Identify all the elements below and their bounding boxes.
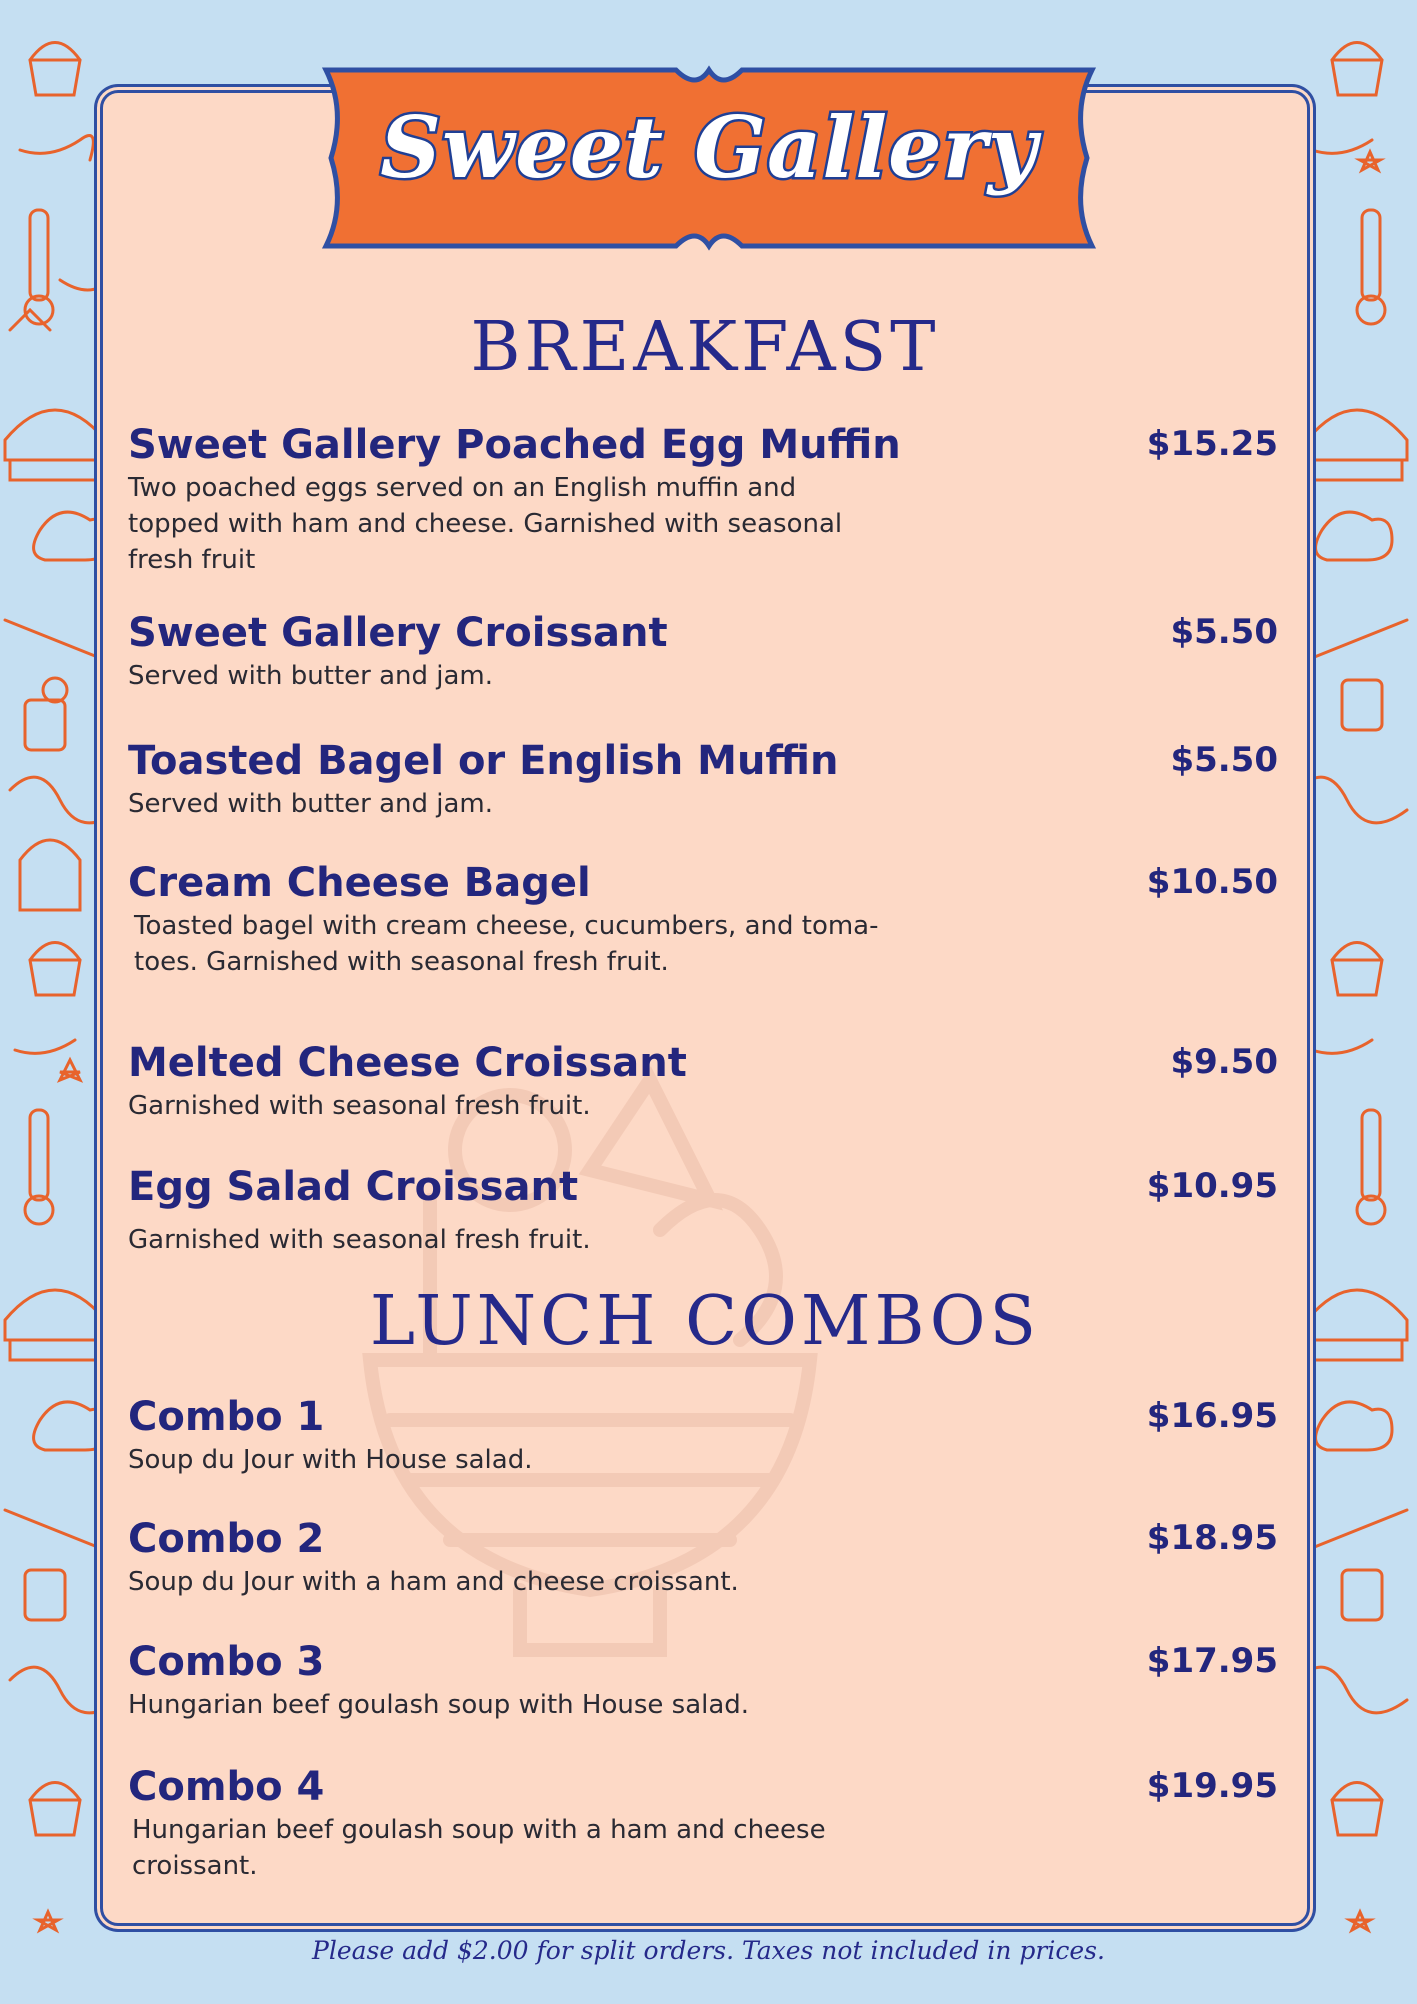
brand-name: Sweet Gallery: [380, 98, 1038, 197]
item-description: Served with butter and jam.: [128, 661, 494, 691]
item-name: Combo 4: [128, 1764, 325, 1810]
breakfast-title: BREAKFAST: [470, 308, 940, 387]
item-price: $17.95: [1146, 1641, 1278, 1681]
menu-item: [128, 1164, 1278, 1258]
item-description: Served with butter and jam.: [128, 789, 494, 819]
item-description: Hungarian beef goulash soup with House salad.: [128, 1690, 750, 1720]
lunch-combos-title: LUNCH COMBOS: [369, 1282, 1041, 1361]
item-description: Garnished with seasonal fresh fruit.: [128, 1225, 591, 1255]
item-description: Soup du Jour with a ham and cheese croissant.: [128, 1567, 739, 1597]
item-price: $19.95: [1146, 1766, 1278, 1806]
item-name: Combo 1: [128, 1394, 325, 1440]
item-price: $5.50: [1170, 612, 1278, 652]
item-name: Sweet Gallery Croissant: [128, 610, 668, 656]
item-name: Sweet Gallery Poached Egg Muffin: [128, 422, 901, 468]
menu-item: [128, 422, 1278, 578]
menu-item: [128, 1516, 1278, 1600]
menu-item: [128, 1040, 1278, 1124]
item-description: Soup du Jour with House salad.: [128, 1445, 533, 1475]
brand-logo: [306, 60, 1112, 256]
menu-item: [128, 1394, 1278, 1478]
right-doodle-border: [1292, 0, 1417, 2000]
item-name: Melted Cheese Croissant: [128, 1040, 687, 1086]
menu-item: [128, 1639, 1278, 1723]
item-name: Egg Salad Croissant: [128, 1164, 579, 1210]
baking-doodles-icon: [1292, 0, 1417, 2000]
item-price: $10.95: [1146, 1166, 1278, 1206]
item-price: $10.50: [1146, 862, 1278, 902]
item-name: Toasted Bagel or English Muffin: [128, 738, 839, 784]
item-price: $5.50: [1170, 740, 1278, 780]
item-description: Hungarian beef goulash soup with a ham and cheese croissant.: [132, 1815, 826, 1881]
item-name: Cream Cheese Bagel: [128, 860, 591, 906]
item-description: Two poached eggs served on an English muffin and topped with ham and cheese. Garnished with seasonal fresh fruit: [128, 473, 843, 575]
item-name: Combo 3: [128, 1639, 325, 1685]
footer-note: Please add $2.00 for split orders. Taxes not included in prices.: [312, 1936, 1105, 1965]
menu-item: [128, 1764, 1278, 1884]
item-price: $15.25: [1146, 424, 1278, 464]
menu-item: [128, 738, 1278, 822]
menu-item: [128, 860, 1278, 980]
item-price: $16.95: [1146, 1396, 1278, 1436]
item-name: Combo 2: [128, 1516, 325, 1562]
item-description: Garnished with seasonal fresh fruit.: [128, 1091, 591, 1121]
item-price: $18.95: [1146, 1518, 1278, 1558]
item-price: $9.50: [1170, 1042, 1278, 1082]
item-description: Toasted bagel with cream cheese, cucumbers, and toma-toes. Garnished with seasonal fresh fruit.: [134, 911, 879, 977]
menu-item: [128, 610, 1278, 694]
